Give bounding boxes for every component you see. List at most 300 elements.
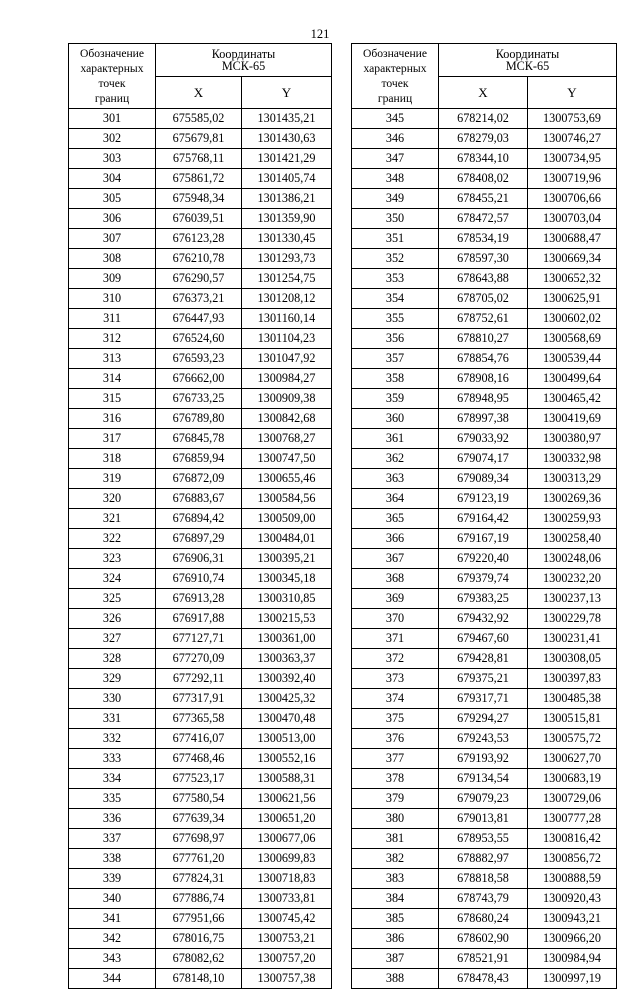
x-coordinate-cell: 676906,31 <box>156 549 242 569</box>
y-coordinate-cell: 1300746,27 <box>528 129 617 149</box>
x-coordinate-cell: 679134,54 <box>439 769 528 789</box>
y-coordinate-cell: 1300258,40 <box>528 529 617 549</box>
y-coordinate-cell: 1301405,74 <box>242 169 332 189</box>
point-number-cell: 384 <box>352 889 439 909</box>
point-number-cell: 376 <box>352 729 439 749</box>
y-coordinate-cell: 1300363,37 <box>242 649 332 669</box>
table-row <box>352 829 617 849</box>
table-row <box>69 789 332 809</box>
coordinates-rows-right <box>352 109 617 989</box>
x-coordinate-cell: 678472,57 <box>439 209 528 229</box>
x-coordinate-cell: 675585,02 <box>156 109 242 129</box>
table-row <box>69 329 332 349</box>
x-coordinate-cell: 675679,81 <box>156 129 242 149</box>
y-coordinate-cell: 1300733,81 <box>242 889 332 909</box>
y-coordinate-cell: 1301208,12 <box>242 289 332 309</box>
point-number-cell: 323 <box>69 549 156 569</box>
x-coordinate-cell: 678705,02 <box>439 289 528 309</box>
y-coordinate-cell: 1300768,27 <box>242 429 332 449</box>
table-row <box>352 389 617 409</box>
y-coordinate-cell: 1300703,04 <box>528 209 617 229</box>
table-row <box>69 169 332 189</box>
x-coordinate-cell: 677468,46 <box>156 749 242 769</box>
x-coordinate-cell: 677270,09 <box>156 649 242 669</box>
y-coordinate-cell: 1300997,19 <box>528 969 617 989</box>
x-coordinate-cell: 678680,24 <box>439 909 528 929</box>
y-coordinate-cell: 1300677,06 <box>242 829 332 849</box>
point-number-cell: 373 <box>352 669 439 689</box>
table-row <box>352 549 617 569</box>
table-row <box>352 769 617 789</box>
table-row <box>69 189 332 209</box>
table-row <box>69 709 332 729</box>
table-row <box>69 349 332 369</box>
table-row <box>69 149 332 169</box>
point-number-cell: 305 <box>69 189 156 209</box>
point-number-cell: 331 <box>69 709 156 729</box>
y-coordinate-cell: 1300269,36 <box>528 489 617 509</box>
point-number-cell: 349 <box>352 189 439 209</box>
y-coordinate-cell: 1300602,02 <box>528 309 617 329</box>
point-number-cell: 362 <box>352 449 439 469</box>
point-number-cell: 377 <box>352 749 439 769</box>
point-number-cell: 368 <box>352 569 439 589</box>
point-number-cell: 337 <box>69 829 156 849</box>
table-row <box>69 109 332 129</box>
y-coordinate-cell: 1300652,32 <box>528 269 617 289</box>
y-coordinate-cell: 1300984,94 <box>528 949 617 969</box>
y-coordinate-cell: 1300232,20 <box>528 569 617 589</box>
table-row <box>69 249 332 269</box>
point-number-cell: 366 <box>352 529 439 549</box>
point-number-cell: 333 <box>69 749 156 769</box>
point-number-cell: 308 <box>69 249 156 269</box>
table-row <box>352 629 617 649</box>
table-row <box>352 129 617 149</box>
y-coordinate-cell: 1300231,41 <box>528 629 617 649</box>
table-row <box>69 469 332 489</box>
point-number-cell: 367 <box>352 549 439 569</box>
point-number-cell: 304 <box>69 169 156 189</box>
x-coordinate-cell: 677824,31 <box>156 869 242 889</box>
x-coordinate-cell: 676913,28 <box>156 589 242 609</box>
table-row <box>352 209 617 229</box>
y-coordinate-cell: 1300706,66 <box>528 189 617 209</box>
table-row <box>352 969 617 989</box>
table-row <box>352 369 617 389</box>
table-row <box>352 789 617 809</box>
x-coordinate-cell: 676872,09 <box>156 469 242 489</box>
y-coordinate-cell: 1300588,31 <box>242 769 332 789</box>
y-coordinate-cell: 1300718,83 <box>242 869 332 889</box>
point-number-cell: 345 <box>352 109 439 129</box>
point-number-cell: 338 <box>69 849 156 869</box>
point-number-cell: 374 <box>352 689 439 709</box>
table-row <box>69 829 332 849</box>
y-coordinate-cell: 1301293,73 <box>242 249 332 269</box>
table-row <box>352 409 617 429</box>
point-number-cell: 356 <box>352 329 439 349</box>
x-coordinate-cell: 679243,53 <box>439 729 528 749</box>
point-number-cell: 371 <box>352 629 439 649</box>
x-coordinate-cell: 679375,21 <box>439 669 528 689</box>
coordinates-header: Координаты МСК-65 <box>439 44 617 77</box>
x-coordinate-cell: 678082,62 <box>156 949 242 969</box>
point-number-cell: 354 <box>352 289 439 309</box>
y-coordinate-cell: 1301160,14 <box>242 309 332 329</box>
x-coordinate-cell: 679167,19 <box>439 529 528 549</box>
x-coordinate-cell: 677639,34 <box>156 809 242 829</box>
x-column-header: X <box>156 76 242 109</box>
table-row <box>69 869 332 889</box>
x-coordinate-cell: 676662,00 <box>156 369 242 389</box>
table-row <box>69 369 332 389</box>
table-row <box>69 209 332 229</box>
table-row <box>352 649 617 669</box>
table-row <box>352 529 617 549</box>
point-number-cell: 372 <box>352 649 439 669</box>
table-row <box>69 569 332 589</box>
y-column-header: Y <box>528 76 617 109</box>
y-coordinate-cell: 1300515,81 <box>528 709 617 729</box>
x-coordinate-cell: 678344,10 <box>439 149 528 169</box>
x-coordinate-cell: 677127,71 <box>156 629 242 649</box>
x-coordinate-cell: 676290,57 <box>156 269 242 289</box>
y-coordinate-cell: 1300621,56 <box>242 789 332 809</box>
y-coordinate-cell: 1300484,01 <box>242 529 332 549</box>
y-coordinate-cell: 1300627,70 <box>528 749 617 769</box>
y-coordinate-cell: 1300465,42 <box>528 389 617 409</box>
table-row <box>69 549 332 569</box>
table-row <box>352 269 617 289</box>
point-number-cell: 316 <box>69 409 156 429</box>
x-coordinate-cell: 677317,91 <box>156 689 242 709</box>
point-number-cell: 359 <box>352 389 439 409</box>
y-coordinate-cell: 1300313,29 <box>528 469 617 489</box>
x-coordinate-cell: 678534,19 <box>439 229 528 249</box>
point-number-cell: 301 <box>69 109 156 129</box>
y-coordinate-cell: 1300651,20 <box>242 809 332 829</box>
y-coordinate-cell: 1301435,21 <box>242 109 332 129</box>
point-number-cell: 328 <box>69 649 156 669</box>
table-row <box>69 309 332 329</box>
y-coordinate-cell: 1300395,21 <box>242 549 332 569</box>
y-coordinate-cell: 1300757,38 <box>242 969 332 989</box>
x-coordinate-cell: 678997,38 <box>439 409 528 429</box>
y-coordinate-cell: 1300719,96 <box>528 169 617 189</box>
y-coordinate-cell: 1300688,47 <box>528 229 617 249</box>
point-number-cell: 311 <box>69 309 156 329</box>
y-coordinate-cell: 1301421,29 <box>242 149 332 169</box>
x-coordinate-cell: 679164,42 <box>439 509 528 529</box>
point-number-cell: 317 <box>69 429 156 449</box>
point-number-cell: 363 <box>352 469 439 489</box>
x-coordinate-cell: 676883,67 <box>156 489 242 509</box>
x-coordinate-cell: 679379,74 <box>439 569 528 589</box>
table-row <box>352 509 617 529</box>
point-number-cell: 306 <box>69 209 156 229</box>
point-number-cell: 324 <box>69 569 156 589</box>
x-coordinate-cell: 678743,79 <box>439 889 528 909</box>
x-column-header: X <box>439 76 528 109</box>
point-number-cell: 314 <box>69 369 156 389</box>
x-coordinate-cell: 677886,74 <box>156 889 242 909</box>
table-row <box>69 729 332 749</box>
point-number-cell: 360 <box>352 409 439 429</box>
x-coordinate-cell: 676917,88 <box>156 609 242 629</box>
point-number-cell: 335 <box>69 789 156 809</box>
point-number-cell: 326 <box>69 609 156 629</box>
table-row <box>352 749 617 769</box>
table-row <box>69 649 332 669</box>
x-coordinate-cell: 676210,78 <box>156 249 242 269</box>
table-row <box>69 389 332 409</box>
point-number-cell: 355 <box>352 309 439 329</box>
x-coordinate-cell: 678597,30 <box>439 249 528 269</box>
point-designation-header: Обозначение характерных точек границ <box>69 44 156 109</box>
x-coordinate-cell: 678908,16 <box>439 369 528 389</box>
y-coordinate-cell: 1300499,64 <box>528 369 617 389</box>
table-row <box>352 349 617 369</box>
y-coordinate-cell: 1300699,83 <box>242 849 332 869</box>
table-row <box>352 869 617 889</box>
table-row <box>352 929 617 949</box>
table-row <box>69 289 332 309</box>
point-number-cell: 339 <box>69 869 156 889</box>
y-coordinate-cell: 1300584,56 <box>242 489 332 509</box>
y-coordinate-cell: 1300509,00 <box>242 509 332 529</box>
table-row <box>69 689 332 709</box>
y-coordinate-cell: 1300777,28 <box>528 809 617 829</box>
y-coordinate-cell: 1301254,75 <box>242 269 332 289</box>
point-number-cell: 329 <box>69 669 156 689</box>
point-number-cell: 369 <box>352 589 439 609</box>
table-row <box>69 969 332 989</box>
x-coordinate-cell: 676733,25 <box>156 389 242 409</box>
point-number-cell: 364 <box>352 489 439 509</box>
table-row <box>69 949 332 969</box>
coordinates-table-right <box>351 43 617 989</box>
x-coordinate-cell: 679467,60 <box>439 629 528 649</box>
x-coordinate-cell: 677698,97 <box>156 829 242 849</box>
point-number-cell: 303 <box>69 149 156 169</box>
x-coordinate-cell: 679074,17 <box>439 449 528 469</box>
y-coordinate-cell: 1300729,06 <box>528 789 617 809</box>
table-row <box>69 669 332 689</box>
x-coordinate-cell: 678953,55 <box>439 829 528 849</box>
y-coordinate-cell: 1300757,20 <box>242 949 332 969</box>
table-row <box>352 569 617 589</box>
point-number-cell: 321 <box>69 509 156 529</box>
y-coordinate-cell: 1300943,21 <box>528 909 617 929</box>
x-coordinate-cell: 676845,78 <box>156 429 242 449</box>
table-row <box>69 629 332 649</box>
x-coordinate-cell: 679432,92 <box>439 609 528 629</box>
point-number-cell: 381 <box>352 829 439 849</box>
y-coordinate-cell: 1300575,72 <box>528 729 617 749</box>
x-coordinate-cell: 678478,43 <box>439 969 528 989</box>
x-coordinate-cell: 676897,29 <box>156 529 242 549</box>
point-number-cell: 327 <box>69 629 156 649</box>
y-coordinate-cell: 1300745,42 <box>242 909 332 929</box>
x-coordinate-cell: 678214,02 <box>439 109 528 129</box>
y-coordinate-cell: 1300419,69 <box>528 409 617 429</box>
y-coordinate-cell: 1300310,85 <box>242 589 332 609</box>
x-coordinate-cell: 678810,27 <box>439 329 528 349</box>
y-column-header: Y <box>242 76 332 109</box>
x-coordinate-cell: 678643,88 <box>439 269 528 289</box>
y-coordinate-cell: 1300734,95 <box>528 149 617 169</box>
table-row <box>69 889 332 909</box>
y-coordinate-cell: 1300909,38 <box>242 389 332 409</box>
x-coordinate-cell: 676447,93 <box>156 309 242 329</box>
point-number-cell: 352 <box>352 249 439 269</box>
y-coordinate-cell: 1300392,40 <box>242 669 332 689</box>
page-number: 121 <box>310 27 330 41</box>
x-coordinate-cell: 678752,61 <box>439 309 528 329</box>
point-number-cell: 347 <box>352 149 439 169</box>
y-coordinate-cell: 1300259,93 <box>528 509 617 529</box>
point-number-cell: 342 <box>69 929 156 949</box>
x-coordinate-cell: 679033,92 <box>439 429 528 449</box>
point-number-cell: 307 <box>69 229 156 249</box>
table-row <box>352 889 617 909</box>
y-coordinate-cell: 1300361,00 <box>242 629 332 649</box>
table-row <box>352 149 617 169</box>
y-coordinate-cell: 1300485,38 <box>528 689 617 709</box>
x-coordinate-cell: 679013,81 <box>439 809 528 829</box>
y-coordinate-cell: 1301386,21 <box>242 189 332 209</box>
point-designation-header: Обозначение характерных точек границ <box>352 44 439 109</box>
y-coordinate-cell: 1300966,20 <box>528 929 617 949</box>
y-coordinate-cell: 1300397,83 <box>528 669 617 689</box>
y-coordinate-cell: 1300229,78 <box>528 609 617 629</box>
point-number-cell: 365 <box>352 509 439 529</box>
x-coordinate-cell: 677580,54 <box>156 789 242 809</box>
point-number-cell: 315 <box>69 389 156 409</box>
point-number-cell: 387 <box>352 949 439 969</box>
y-coordinate-cell: 1300625,91 <box>528 289 617 309</box>
point-number-cell: 357 <box>352 349 439 369</box>
point-number-cell: 378 <box>352 769 439 789</box>
coordinates-rows-left <box>69 109 332 989</box>
y-coordinate-cell: 1300747,50 <box>242 449 332 469</box>
table-row <box>352 109 617 129</box>
x-coordinate-cell: 678854,76 <box>439 349 528 369</box>
point-number-cell: 334 <box>69 769 156 789</box>
y-coordinate-cell: 1300552,16 <box>242 749 332 769</box>
table-row <box>69 409 332 429</box>
table-row <box>69 489 332 509</box>
x-coordinate-cell: 677761,20 <box>156 849 242 869</box>
x-coordinate-cell: 677523,17 <box>156 769 242 789</box>
y-coordinate-cell: 1301047,92 <box>242 349 332 369</box>
point-number-cell: 351 <box>352 229 439 249</box>
table-row <box>69 809 332 829</box>
x-coordinate-cell: 678148,10 <box>156 969 242 989</box>
point-number-cell: 302 <box>69 129 156 149</box>
x-coordinate-cell: 677951,66 <box>156 909 242 929</box>
x-coordinate-cell: 678016,75 <box>156 929 242 949</box>
table-row <box>352 609 617 629</box>
table-row <box>352 669 617 689</box>
table-row <box>69 529 332 549</box>
point-number-cell: 388 <box>352 969 439 989</box>
table-row <box>352 849 617 869</box>
x-coordinate-cell: 675948,34 <box>156 189 242 209</box>
point-number-cell: 325 <box>69 589 156 609</box>
point-number-cell: 379 <box>352 789 439 809</box>
table-row <box>352 329 617 349</box>
point-number-cell: 312 <box>69 329 156 349</box>
y-coordinate-cell: 1300888,59 <box>528 869 617 889</box>
point-number-cell: 358 <box>352 369 439 389</box>
table-row <box>352 949 617 969</box>
y-coordinate-cell: 1300539,44 <box>528 349 617 369</box>
x-coordinate-cell: 678818,58 <box>439 869 528 889</box>
y-coordinate-cell: 1300308,05 <box>528 649 617 669</box>
x-coordinate-cell: 677416,07 <box>156 729 242 749</box>
x-coordinate-cell: 679089,34 <box>439 469 528 489</box>
point-number-cell: 375 <box>352 709 439 729</box>
point-number-cell: 348 <box>352 169 439 189</box>
table-row <box>352 469 617 489</box>
x-coordinate-cell: 676524,60 <box>156 329 242 349</box>
x-coordinate-cell: 677292,11 <box>156 669 242 689</box>
table-row <box>352 809 617 829</box>
y-coordinate-cell: 1300513,00 <box>242 729 332 749</box>
y-coordinate-cell: 1300984,27 <box>242 369 332 389</box>
table-row <box>69 269 332 289</box>
point-number-cell: 380 <box>352 809 439 829</box>
y-coordinate-cell: 1300568,69 <box>528 329 617 349</box>
y-coordinate-cell: 1300215,53 <box>242 609 332 629</box>
x-coordinate-cell: 678882,97 <box>439 849 528 869</box>
table-row <box>352 289 617 309</box>
table-row <box>69 929 332 949</box>
table-row <box>69 769 332 789</box>
y-coordinate-cell: 1300248,06 <box>528 549 617 569</box>
x-coordinate-cell: 678455,21 <box>439 189 528 209</box>
x-coordinate-cell: 676894,42 <box>156 509 242 529</box>
x-coordinate-cell: 676859,94 <box>156 449 242 469</box>
point-number-cell: 343 <box>69 949 156 969</box>
y-coordinate-cell: 1300345,18 <box>242 569 332 589</box>
table-row <box>69 229 332 249</box>
point-number-cell: 309 <box>69 269 156 289</box>
x-coordinate-cell: 677365,58 <box>156 709 242 729</box>
y-coordinate-cell: 1300425,32 <box>242 689 332 709</box>
x-coordinate-cell: 679294,27 <box>439 709 528 729</box>
point-number-cell: 318 <box>69 449 156 469</box>
x-coordinate-cell: 679193,92 <box>439 749 528 769</box>
x-coordinate-cell: 679123,19 <box>439 489 528 509</box>
table-row <box>352 429 617 449</box>
y-coordinate-cell: 1300470,48 <box>242 709 332 729</box>
point-number-cell: 350 <box>352 209 439 229</box>
point-number-cell: 382 <box>352 849 439 869</box>
x-coordinate-cell: 678279,03 <box>439 129 528 149</box>
point-number-cell: 344 <box>69 969 156 989</box>
table-row <box>69 849 332 869</box>
y-coordinate-cell: 1300332,98 <box>528 449 617 469</box>
table-row <box>352 489 617 509</box>
y-coordinate-cell: 1300816,42 <box>528 829 617 849</box>
x-coordinate-cell: 676789,80 <box>156 409 242 429</box>
x-coordinate-cell: 678948,95 <box>439 389 528 409</box>
point-number-cell: 310 <box>69 289 156 309</box>
table-row <box>69 429 332 449</box>
